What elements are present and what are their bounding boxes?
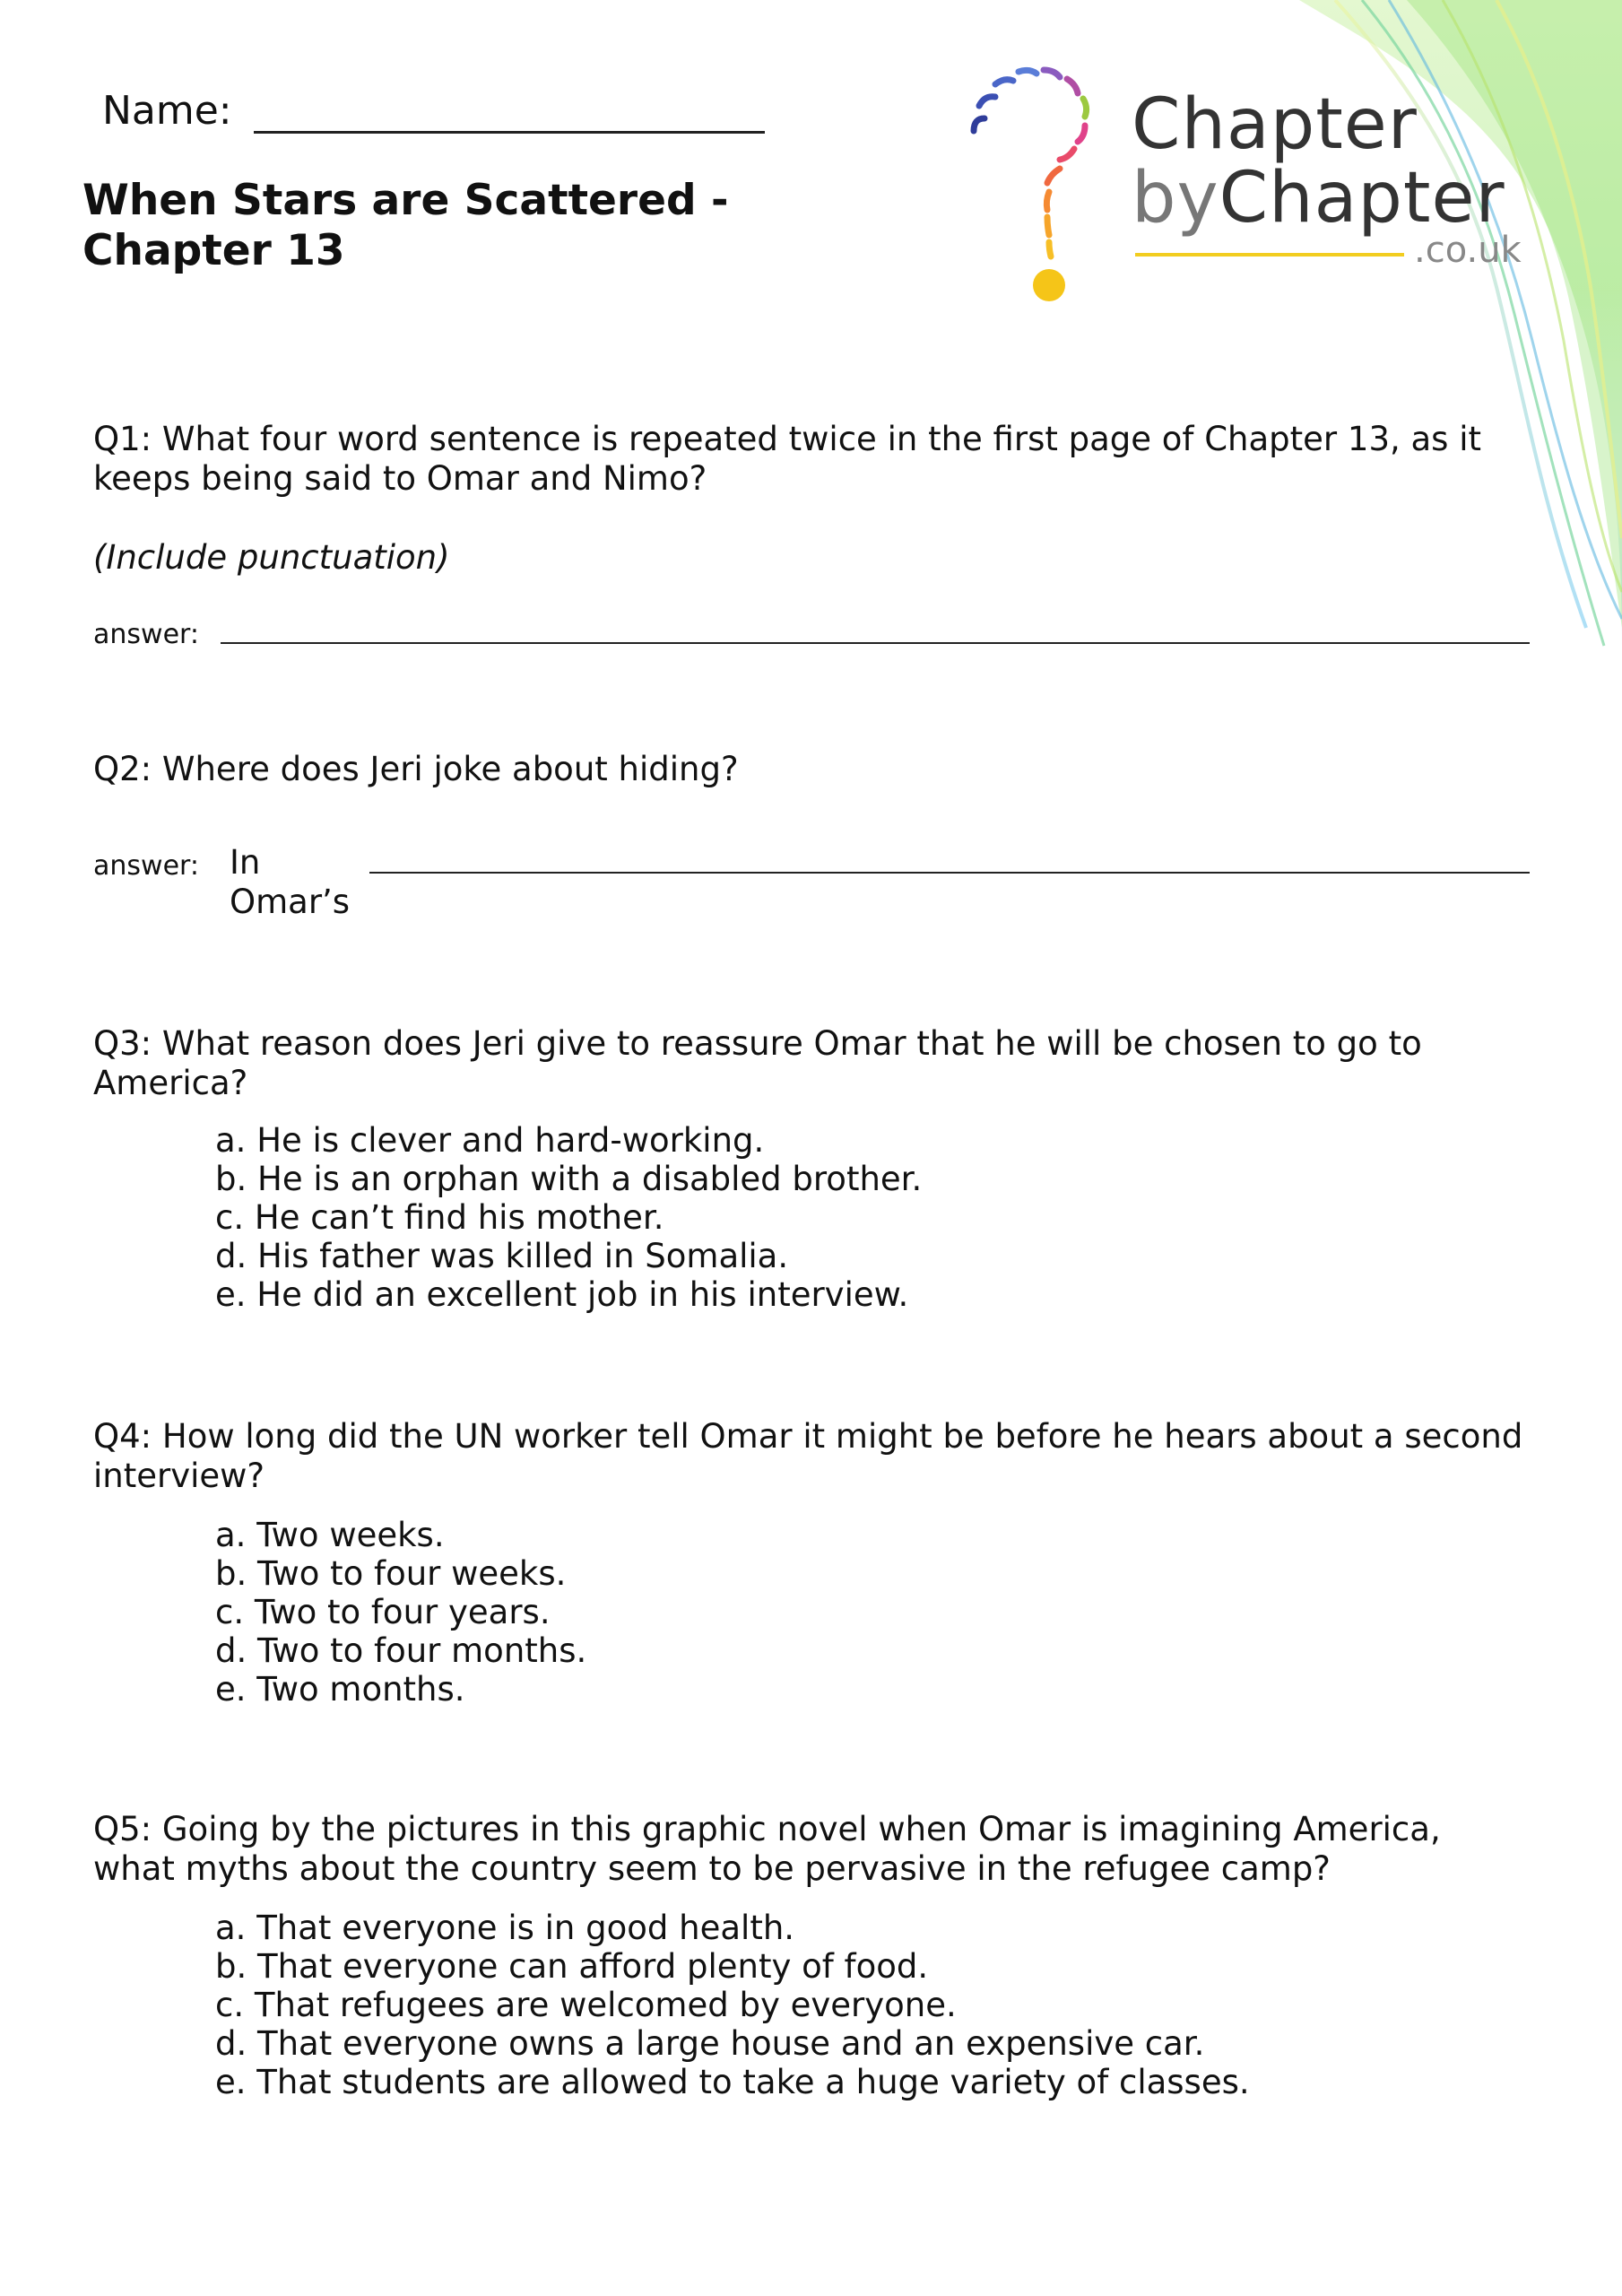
logo-chapter: Chapter xyxy=(1219,158,1505,239)
option-a[interactable]: a. He is clever and hard-working. xyxy=(215,1121,765,1160)
question-3-options xyxy=(215,1121,922,1314)
option-c[interactable]: c. He can’t find his mother. xyxy=(215,1198,664,1237)
option-c[interactable]: c. Two to four years. xyxy=(215,1593,551,1631)
title-line-2: Chapter 13 xyxy=(82,226,345,275)
option-e[interactable]: e. He did an excellent job in his interview. xyxy=(215,1275,909,1314)
logo-line2 xyxy=(1132,158,1505,239)
question-5: Q5: Going by the pictures in this graphic novel when Omar is imagining America, what myths about the country seem to be pervasive in the refugee camp? xyxy=(93,1810,1441,1888)
question-1-answer-line[interactable] xyxy=(221,642,1530,644)
option-b[interactable]: b. Two to four weeks. xyxy=(215,1554,567,1593)
worksheet-title xyxy=(82,176,889,276)
question-1-answer-label: answer: xyxy=(93,619,199,650)
question-2-answer-label: answer: xyxy=(93,850,199,882)
question-3: Q3: What reason does Jeri give to reassure Omar that he will be chosen to go to America? xyxy=(93,1024,1422,1102)
logo-domain: .co.uk xyxy=(1414,230,1522,271)
prefill-line-2: Omar’s xyxy=(230,883,351,921)
logo-wordmark xyxy=(1132,84,1522,271)
option-a[interactable]: a. That everyone is in good health. xyxy=(215,1909,795,1947)
option-e[interactable]: e. That students are allowed to take a huge variety of classes. xyxy=(215,2063,1250,2101)
name-line[interactable] xyxy=(254,90,765,134)
question-2-answer-prefill xyxy=(230,843,350,922)
name-field[interactable] xyxy=(102,88,765,134)
question-1: Q1: What four word sentence is repeated twice in the first page of Chapter 13, as it keeps being said to Omar and Nimo? xyxy=(93,420,1482,498)
option-d[interactable]: d. That everyone owns a large house and an expensive car. xyxy=(215,2024,1205,2063)
option-a[interactable]: a. Two weeks. xyxy=(215,1516,445,1554)
question-4-options xyxy=(215,1516,586,1709)
question-4: Q4: How long did the UN worker tell Omar it might be before he hears about a second interview? xyxy=(93,1417,1523,1495)
logo-question-mark-icon xyxy=(959,52,1112,312)
title-line-1: When Stars are Scattered - xyxy=(82,176,729,225)
question-2: Q2: Where does Jeri joke about hiding? xyxy=(93,750,739,788)
question-5-options xyxy=(215,1909,1250,2101)
question-1-hint: (Include punctuation) xyxy=(93,538,450,577)
logo-line1: Chapter xyxy=(1132,84,1418,165)
prefill-line-1: In xyxy=(230,843,261,882)
question-2-answer-line[interactable] xyxy=(369,872,1530,874)
option-b[interactable]: b. That everyone can afford plenty of food. xyxy=(215,1947,929,1986)
option-c[interactable]: c. That refugees are welcomed by everyone. xyxy=(215,1986,957,2024)
logo-by: by xyxy=(1132,158,1219,239)
option-b[interactable]: b. He is an orphan with a disabled brother. xyxy=(215,1160,923,1198)
option-d[interactable]: d. His father was killed in Somalia. xyxy=(215,1237,789,1275)
name-label: Name: xyxy=(102,88,232,134)
logo-underline xyxy=(1135,253,1404,257)
option-e[interactable]: e. Two months. xyxy=(215,1670,465,1709)
option-d[interactable]: d. Two to four months. xyxy=(215,1631,587,1670)
